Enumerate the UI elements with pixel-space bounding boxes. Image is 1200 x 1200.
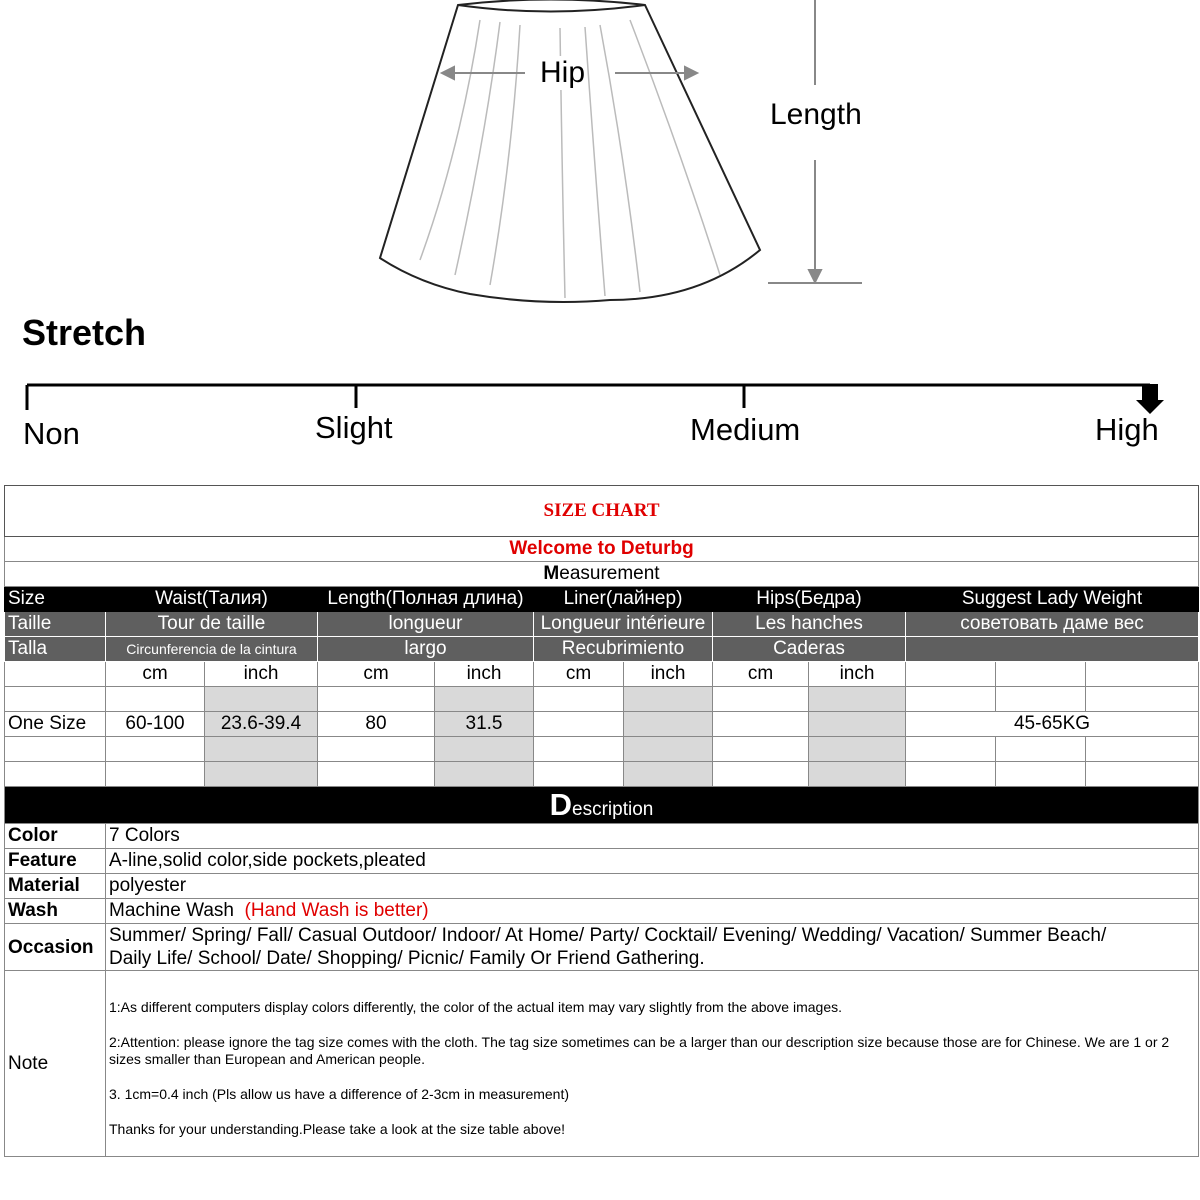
- color-key: Color: [5, 824, 106, 849]
- stretch-title: Stretch: [22, 312, 147, 353]
- unit-length-inch: inch: [435, 662, 534, 687]
- header-tour-de-taille: Tour de taille: [106, 612, 318, 637]
- header-row-french: [5, 612, 1199, 637]
- wash-key: Wash: [5, 899, 106, 924]
- stretch-selected-marker: [1136, 384, 1164, 414]
- size-chart-table: [4, 485, 1199, 1157]
- wash-value: Machine Wash (Hand Wash is better): [106, 899, 1199, 924]
- size-chart-title: SIZE CHART: [5, 486, 1199, 537]
- weight-value: 45-65KG: [906, 712, 1199, 737]
- blank-row: [5, 687, 1199, 712]
- note-4: Thanks for your understanding.Please take a look at the size table above!: [109, 1121, 566, 1137]
- header-recubrimiento: Recubrimiento: [534, 637, 713, 662]
- header-liner: Liner(лайнер): [534, 587, 713, 612]
- occasion-value: Summer/ Spring/ Fall/ Casual Outdoor/ Indoor/ At Home/ Party/ Cocktail/ Evening/ Wedding/ Vacation/ Summer Beach/ Daily Life/ School/ Date/ Shopping/ Picnic/ Family Or Friend Gathering.: [106, 924, 1199, 971]
- header-empty: [906, 637, 1199, 662]
- header-talla: Talla: [5, 637, 106, 662]
- unit-liner-cm: cm: [534, 662, 624, 687]
- stretch-scale: [0, 370, 1200, 420]
- note-value: [106, 971, 1199, 1157]
- header-largo: largo: [318, 637, 534, 662]
- skirt-illustration: [0, 0, 1200, 310]
- header-les-hanches: Les hanches: [713, 612, 906, 637]
- header-hips: Hips(Бедра): [713, 587, 906, 612]
- hip-label: Hip: [540, 56, 586, 89]
- note-key: Note: [5, 971, 106, 1157]
- unit-waist-cm: cm: [106, 662, 205, 687]
- skirt-drawing: [380, 0, 760, 302]
- header-row-english: [5, 587, 1199, 612]
- header-size: Size: [5, 587, 106, 612]
- desc-row-occasion: [5, 924, 1199, 971]
- feature-key: Feature: [5, 849, 106, 874]
- material-key: Material: [5, 874, 106, 899]
- welcome-text: Welcome to Deturbg: [5, 537, 1199, 562]
- header-weight: Suggest Lady Weight: [906, 587, 1199, 612]
- desc-row-note: [5, 971, 1199, 1157]
- stretch-level-slight: Slight: [315, 410, 393, 445]
- note-2: 2:Attention: please ignore the tag size comes with the cloth. The tag size sometimes can be a larger than our description size because those are for Chinese. We are 1 or 2 sizes smaller than European and American people.: [109, 1034, 1170, 1067]
- stretch-level-high: High: [1095, 412, 1159, 447]
- header-weight-ru: советовать даме вес: [906, 612, 1199, 637]
- description-heading: Description: [5, 787, 1199, 824]
- header-longueur-interieure: Longueur intérieure: [534, 612, 713, 637]
- header-circunferencia: Circunferencia de la cintura: [106, 637, 318, 662]
- desc-row-feature: [5, 849, 1199, 874]
- note-3: 3. 1cm=0.4 inch (Pls allow us have a difference of 2-3cm in measurement): [109, 1086, 570, 1102]
- header-length: Length(Полная длина): [318, 587, 534, 612]
- header-waist: Waist(Талия): [106, 587, 318, 612]
- blank-row: [5, 762, 1199, 787]
- length-inch-value: 31.5: [435, 712, 534, 737]
- occasion-key: Occasion: [5, 924, 106, 971]
- size-row-one-size: [5, 712, 1199, 737]
- waist-inch-value: 23.6-39.4: [205, 712, 318, 737]
- unit-hips-cm: cm: [713, 662, 809, 687]
- stretch-level-medium: Medium: [690, 412, 801, 447]
- material-value: polyester: [106, 874, 1199, 899]
- header-taille: Taille: [5, 612, 106, 637]
- size-value: One Size: [5, 712, 106, 737]
- note-1: 1:As different computers display colors differently, the color of the actual item may vary slightly from the above images.: [109, 999, 843, 1015]
- stretch-level-non: Non: [23, 416, 80, 451]
- desc-row-color: [5, 824, 1199, 849]
- units-row: [5, 662, 1199, 687]
- length-label: Length: [770, 98, 862, 131]
- length-arrow: [768, 0, 862, 283]
- waist-cm-value: 60-100: [106, 712, 205, 737]
- unit-waist-inch: inch: [205, 662, 318, 687]
- desc-row-material: [5, 874, 1199, 899]
- header-longueur: longueur: [318, 612, 534, 637]
- length-cm-value: 80: [318, 712, 435, 737]
- feature-value: A-line,solid color,side pockets,pleated: [106, 849, 1199, 874]
- measurement-heading: Measurement: [5, 562, 1199, 587]
- color-value: 7 Colors: [106, 824, 1199, 849]
- blank-row: [5, 737, 1199, 762]
- header-caderas: Caderas: [713, 637, 906, 662]
- unit-hips-inch: inch: [809, 662, 906, 687]
- size-chart: [4, 485, 1198, 1157]
- header-row-spanish: [5, 637, 1199, 662]
- wash-note: (Hand Wash is better): [244, 900, 429, 921]
- desc-row-wash: [5, 899, 1199, 924]
- unit-length-cm: cm: [318, 662, 435, 687]
- unit-liner-inch: inch: [624, 662, 713, 687]
